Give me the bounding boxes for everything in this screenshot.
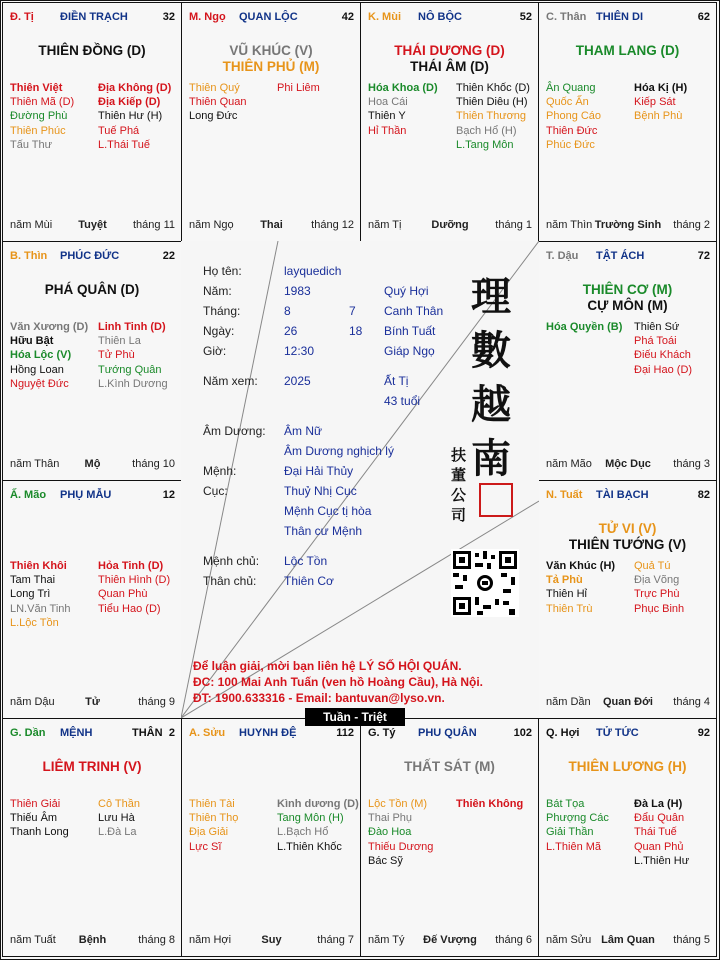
value-tuoi: 43 tuổi: [384, 394, 421, 408]
minor-star: Điếu Khách: [634, 349, 691, 362]
palace-name: THIÊN DI: [596, 11, 644, 23]
minor-star: Địa Võng: [634, 574, 680, 587]
label-menh: Mệnh:: [203, 464, 237, 478]
palace-branch: C. Thân: [546, 11, 587, 23]
minor-star: Thiếu Dương: [368, 840, 434, 853]
palace-name: TẬT ÁCH: [596, 250, 645, 262]
minor-star: Trực Phù: [634, 588, 680, 601]
minor-star: Địa Kiếp (D): [98, 96, 161, 109]
label-than-chu: Thân chủ:: [203, 574, 257, 588]
value-gio-can: Giáp Ngọ: [384, 344, 435, 358]
main-star: THẤT SÁT (M): [404, 759, 495, 774]
palace-header: [10, 250, 175, 264]
main-star: THIÊN PHỦ (M): [222, 59, 320, 74]
palace-name: TỬ TỨC: [596, 727, 639, 739]
palace-footer: [546, 458, 710, 472]
palace-header: [368, 11, 532, 25]
minor-star: Địa Giải: [189, 826, 229, 839]
minor-star: Đào Hoa: [368, 826, 412, 839]
label-cuc: Cục:: [203, 484, 228, 498]
minor-star: L.Tang Môn: [456, 138, 514, 151]
minor-star: L.Kình Dương: [98, 377, 168, 390]
main-star: THIÊN TƯỚNG (V): [568, 537, 687, 552]
minor-stars-left: [546, 797, 609, 854]
palace-stage: Tử: [85, 696, 100, 708]
minor-star: Tam Thai: [10, 574, 56, 587]
palace-year: năm Tuất: [10, 934, 56, 946]
minor-stars-left: [10, 797, 69, 840]
minor-stars-left: [10, 559, 71, 630]
minor-star: Văn Khúc (H): [546, 560, 616, 572]
minor-star: Lực Sĩ: [189, 840, 222, 853]
value-thang-can: Canh Thân: [384, 304, 444, 318]
minor-star: Thiên Thương: [456, 110, 527, 123]
side-char-1: 扶: [451, 446, 467, 464]
minor-star: Lưu Hà: [98, 812, 135, 825]
palace-branch: A. Sửu: [189, 727, 226, 739]
minor-star: Thiên Trù: [546, 602, 593, 615]
calligraphy-char-3: 越: [471, 381, 511, 428]
minor-stars-right: [98, 81, 171, 152]
minor-stars-left: [189, 797, 238, 854]
minor-star: Thiên Diêu (H): [456, 96, 528, 109]
minor-star: Tuế Phá: [98, 124, 140, 137]
palace-branch: Q. Hợi: [546, 727, 580, 739]
palace-age: 2: [168, 727, 175, 739]
palace-month: tháng 10: [132, 458, 175, 470]
palace-year: năm Tý: [368, 934, 405, 946]
minor-stars-right: [277, 81, 320, 95]
palace-than[interactable]: [538, 2, 717, 242]
minor-stars-left: [10, 81, 74, 152]
palace-suu[interactable]: [181, 718, 361, 957]
palace-stage: Lâm Quan: [601, 934, 655, 946]
minor-star: Quả Tú: [634, 560, 671, 572]
palace-mui[interactable]: [360, 2, 539, 242]
minor-star: Long Trì: [10, 588, 51, 601]
minor-star: Bạch Hổ (H): [456, 124, 517, 137]
minor-star: Hóa Kị (H): [634, 82, 688, 94]
palace-footer: [10, 458, 175, 472]
center-info-panel: [181, 241, 539, 718]
palace-dan[interactable]: [2, 718, 182, 957]
palace-name: NÔ BỘC: [418, 11, 462, 23]
value-than-chu: Thiên Cơ: [284, 574, 334, 588]
minor-star: LN.Văn Tinh: [10, 602, 71, 615]
palace-branch: Ấ. Mão: [10, 489, 47, 501]
palace-branch: G. Dần: [10, 727, 46, 739]
main-star: THÁI ÂM (D): [410, 59, 489, 74]
palace-stage: Bệnh: [78, 934, 107, 946]
minor-star: Bệnh Phù: [634, 110, 683, 123]
palace-ngo[interactable]: [181, 2, 361, 242]
calligraphy-char-4: 南: [471, 435, 511, 482]
value-nam-xem-can: Ất Tị: [384, 374, 409, 388]
palace-header: [546, 489, 710, 503]
palace-month: tháng 3: [673, 458, 710, 470]
palace-name: TÀI BẠCH: [596, 489, 649, 501]
palace-year: năm Ngọ: [189, 219, 234, 231]
palace-stage: Mộ: [84, 458, 101, 470]
minor-star: Tả Phù: [546, 574, 583, 587]
minor-star: Thiên Không: [456, 798, 524, 810]
palace-year: năm Tị: [368, 219, 402, 231]
value-cuc-note1: Mệnh Cục tị hòa: [284, 504, 372, 518]
palace-month: tháng 2: [673, 219, 710, 231]
minor-star: Cô Thần: [98, 798, 140, 810]
palace-header: [546, 250, 710, 264]
minor-star: Thiên Giải: [10, 798, 61, 810]
qr-code-icon: [451, 549, 519, 617]
minor-star: Quan Phủ: [634, 840, 684, 853]
palace-footer: [546, 934, 710, 948]
minor-star: Phong Cáo: [546, 110, 602, 123]
palace-stage: Quan Đới: [603, 696, 653, 708]
palace-age: 12: [162, 489, 175, 501]
calligraphy-char-2: 數: [471, 327, 511, 374]
minor-stars-right: [456, 81, 530, 152]
value-ngay: 26: [284, 324, 298, 338]
palace-footer: [546, 696, 710, 710]
side-char-2: 董: [451, 466, 467, 484]
minor-star: Hoa Cái: [368, 96, 408, 109]
palace-name: PHU QUÂN: [418, 727, 477, 739]
minor-stars-left: [368, 797, 433, 868]
palace-year: năm Dần: [546, 696, 591, 708]
minor-star: L.Thiên Mã: [546, 840, 602, 853]
minor-star: Tấu Thư: [10, 138, 53, 151]
minor-star: L.Thiên Khốc: [277, 840, 342, 853]
palace-month: tháng 5: [673, 934, 710, 946]
palace-month: tháng 7: [317, 934, 354, 946]
palace-stage: Đế Vượng: [423, 934, 477, 946]
palace-ti[interactable]: [2, 2, 182, 242]
minor-star: Thiên Y: [368, 110, 406, 123]
palace-tuat[interactable]: [538, 480, 717, 719]
minor-stars-right: [98, 320, 168, 391]
value-thang-am: 7: [349, 304, 356, 318]
minor-star: Thiên Sứ: [634, 321, 680, 333]
minor-star: Linh Tinh (D): [98, 321, 166, 333]
main-star: VŨ KHÚC (V): [229, 43, 313, 58]
red-seal-stamp: [479, 483, 513, 517]
minor-star: Tang Môn (H): [277, 812, 344, 825]
minor-star: Phúc Đức: [546, 138, 595, 151]
value-nam-can: Quý Hợi: [384, 284, 429, 298]
minor-stars-right: [456, 797, 523, 811]
palace-header: [189, 11, 354, 25]
minor-star: Hóa Lộc (V): [10, 349, 72, 362]
minor-star: Kình dương (D): [277, 798, 359, 810]
minor-star: Thiếu Âm: [10, 812, 58, 825]
palace-dau[interactable]: [538, 241, 717, 481]
palace-header: [546, 727, 710, 741]
minor-star: L.Lộc Tồn: [10, 616, 59, 629]
minor-star: L.Đà La: [98, 826, 137, 839]
palace-age: 42: [341, 11, 354, 23]
minor-star: Giải Thần: [546, 826, 594, 839]
minor-star: Thái Tuế: [634, 826, 677, 839]
minor-stars-right: [634, 797, 689, 868]
main-star: LIÊM TRINH (V): [42, 759, 142, 774]
side-char-4: 司: [451, 506, 467, 524]
palace-footer: [368, 934, 532, 948]
palace-branch: N. Tuất: [546, 489, 583, 501]
minor-star: Đại Hao (D): [634, 363, 693, 376]
minor-star: L.Bạch Hổ: [277, 826, 329, 839]
value-thang: 8: [284, 304, 291, 318]
palace-age: 22: [162, 250, 175, 262]
minor-star: Thiên Đức: [546, 124, 598, 137]
value-nam: 1983: [284, 284, 311, 298]
contact-line-2: ĐC: 100 Mai Anh Tuấn (ven hồ Hoàng Cầu), Hà Nội.: [193, 675, 484, 689]
label-ngay: Ngày:: [203, 324, 235, 338]
minor-star: Ân Quang: [546, 82, 596, 94]
main-star: THÁI DƯƠNG (D): [394, 43, 505, 58]
value-menh: Đại Hải Thủy: [284, 464, 354, 478]
palace-name: PHỤ MẪU: [60, 489, 112, 501]
palace-footer: [546, 219, 710, 233]
minor-stars-left: [546, 81, 601, 152]
minor-stars-left: [189, 81, 246, 124]
palace-name: MỆNH: [60, 727, 93, 739]
palace-year: năm Sửu: [546, 934, 592, 946]
palace-age: 82: [697, 489, 710, 501]
palace-stage: Trường Sinh: [594, 219, 662, 231]
palace-stage: Tuyệt: [78, 219, 107, 231]
minor-star: Thiên Tài: [189, 798, 235, 810]
minor-star: Phá Toái: [634, 335, 677, 348]
main-star: THAM LANG (D): [575, 43, 680, 58]
palace-name: PHÚC ĐỨC: [60, 250, 120, 262]
palace-month: tháng 6: [495, 934, 532, 946]
minor-star: Tướng Quân: [98, 363, 162, 376]
minor-star: Hữu Bật: [10, 335, 54, 348]
palace-stage: Dưỡng: [431, 219, 469, 231]
minor-star: Thiên Mã (D): [10, 96, 75, 109]
main-star: THIÊN CƠ (M): [582, 282, 673, 297]
minor-star: Thiên Khôi: [10, 560, 67, 572]
minor-star: Thiên Hình (D): [98, 574, 171, 587]
minor-stars-right: [634, 320, 692, 377]
side-char-3: 公: [451, 486, 467, 504]
label-menh-chu: Mệnh chủ:: [203, 554, 260, 568]
palace-branch: K. Mùi: [368, 11, 401, 23]
minor-star: Thiên Phúc: [10, 124, 66, 137]
palace-hoi[interactable]: [538, 718, 717, 957]
palace-year: năm Mùi: [10, 219, 53, 231]
palace-year: năm Dậu: [10, 696, 55, 708]
minor-star: Đường Phù: [10, 110, 68, 123]
minor-stars-right: [634, 81, 687, 124]
palace-footer: [368, 219, 532, 233]
minor-star: Bát Tọa: [546, 798, 585, 810]
palace-age: 92: [697, 727, 710, 739]
palace-age: 62: [697, 11, 710, 23]
palace-age: 72: [697, 250, 710, 262]
minor-star: Tiểu Hao (D): [98, 602, 161, 615]
main-star: TỬ VI (V): [598, 521, 657, 536]
palace-footer: [189, 934, 354, 948]
minor-stars-right: [277, 797, 359, 854]
palace-branch: Đ. Tị: [10, 11, 34, 23]
value-nam-xem: 2025: [284, 374, 311, 388]
minor-star: Lộc Tồn (M): [368, 798, 428, 810]
value-menh-chu: Lộc Tồn: [284, 554, 328, 568]
palace-header: [10, 11, 175, 25]
minor-star: Phượng Các: [546, 812, 609, 825]
minor-star: Đà La (H): [634, 798, 683, 810]
palace-branch: M. Ngọ: [189, 11, 226, 23]
minor-star: Phục Binh: [634, 602, 685, 615]
minor-stars-left: [546, 320, 622, 334]
minor-star: Thiên Khốc (D): [456, 82, 530, 94]
minor-star: Quốc Ấn: [546, 96, 589, 109]
minor-stars-left: [10, 320, 88, 391]
label-nam-xem: Năm xem:: [203, 374, 258, 388]
minor-star: Thiên Việt: [10, 82, 63, 94]
label-nam: Năm:: [203, 284, 232, 298]
calligraphy-char-1: 理: [471, 273, 511, 320]
minor-star: Hỏa Tinh (D): [98, 560, 164, 572]
palace-header: [546, 11, 710, 25]
palace-age: 102: [513, 727, 532, 739]
palace-month: tháng 1: [495, 219, 532, 231]
minor-star: Hóa Quyền (B): [546, 321, 623, 333]
palace-ty[interactable]: [360, 718, 539, 957]
palace-header: [189, 727, 354, 741]
minor-star: Long Đức: [189, 110, 238, 123]
minor-star: Hóa Khoa (D): [368, 82, 438, 94]
palace-name: QUAN LỘC: [239, 11, 298, 23]
palace-stage: Thai: [260, 219, 283, 231]
palace-month: tháng 12: [311, 219, 354, 231]
minor-star: Đẩu Quân: [634, 812, 685, 825]
minor-star: Thiên Thọ: [189, 812, 239, 825]
minor-star: Thiên Quý: [189, 82, 240, 94]
label-gio: Giờ:: [203, 344, 227, 358]
palace-header: [368, 727, 532, 741]
palace-name: ĐIỀN TRẠCH: [60, 11, 128, 23]
palace-month: tháng 8: [138, 934, 175, 946]
value-am-duong-note: Âm Dương nghịch lý: [284, 444, 394, 458]
minor-stars-right: [98, 559, 170, 616]
main-star: THIÊN ĐỒNG (D): [38, 43, 146, 58]
minor-star: Bác Sỹ: [368, 854, 403, 867]
palace-thin[interactable]: [2, 241, 182, 481]
value-gio: 12:30: [284, 344, 315, 358]
tuan-triet-badge: Tuần - Triệt: [305, 708, 405, 726]
contact-line-1: Để luận giải, mời bạn liên hệ LÝ SỐ HỘI QUÁN.: [193, 659, 462, 673]
minor-star: Hồng Loan: [10, 363, 64, 376]
palace-year: năm Thìn: [546, 219, 593, 231]
minor-stars-right: [98, 797, 140, 840]
qr-code[interactable]: [451, 549, 519, 617]
minor-stars-left: [546, 559, 615, 616]
palace-stage: Suy: [261, 934, 282, 946]
minor-star: Thiên La: [98, 335, 141, 348]
palace-footer: [10, 696, 175, 710]
minor-star: Thanh Long: [10, 826, 69, 839]
minor-star: Thai Phụ: [368, 812, 413, 825]
value-ho-ten: layquedich: [284, 264, 342, 278]
palace-year: năm Hợi: [189, 934, 232, 946]
minor-stars-left: [368, 81, 438, 138]
palace-age: 52: [519, 11, 532, 23]
value-am-duong: Âm Nữ: [284, 424, 323, 438]
palace-month: tháng 4: [673, 696, 710, 708]
minor-star: Thiên Hư (H): [98, 110, 163, 123]
value-cuc: Thuỷ Nhị Cục: [284, 484, 357, 498]
palace-name-than: THÂN: [132, 727, 163, 739]
palace-year: năm Mão: [546, 458, 592, 470]
palace-age: 112: [336, 727, 354, 739]
palace-footer: [10, 219, 175, 233]
palace-month: tháng 9: [138, 696, 175, 708]
minor-star: L.Thiên Hư: [634, 854, 690, 867]
minor-star: Thiên Quan: [189, 96, 247, 109]
minor-star: Nguyệt Đức: [10, 377, 69, 390]
minor-star: Phi Liêm: [277, 82, 320, 94]
palace-header: [10, 489, 175, 503]
palace-year: năm Thân: [10, 458, 60, 470]
palace-header: [10, 727, 175, 741]
palace-branch: B. Thìn: [10, 250, 48, 262]
palace-stage: Mộc Dục: [605, 458, 651, 470]
minor-star: Kiếp Sát: [634, 96, 676, 109]
label-ho-ten: Họ tên:: [203, 264, 242, 278]
palace-age: 32: [162, 11, 175, 23]
palace-branch: T. Dậu: [546, 250, 579, 262]
minor-star: Quan Phù: [98, 588, 148, 601]
palace-mao[interactable]: [2, 480, 182, 719]
minor-star: Hỉ Thần: [368, 124, 407, 137]
value-ngay-can: Bính Tuất: [384, 324, 436, 338]
minor-star: L.Thái Tuế: [98, 138, 150, 151]
main-star: THIÊN LƯƠNG (H): [568, 759, 687, 774]
palace-month: tháng 11: [132, 219, 175, 231]
contact-line-3[interactable]: ĐT: 1900.633316 - Email: bantuvan@lyso.vn.: [193, 691, 445, 705]
main-star: PHÁ QUÂN (D): [44, 282, 140, 297]
label-thang: Tháng:: [203, 304, 241, 318]
palace-branch: G. Tý: [368, 727, 396, 739]
palace-footer: [189, 219, 354, 233]
minor-star: Tử Phù: [98, 349, 135, 362]
value-ngay-am: 18: [349, 324, 363, 338]
minor-star: Thiên Hỉ: [546, 588, 587, 601]
minor-star: Địa Không (D): [98, 82, 172, 94]
label-am-duong: Âm Dương:: [203, 424, 266, 438]
main-star: CỰ MÔN (M): [587, 298, 668, 313]
palace-name: HUYNH ĐỆ: [239, 727, 297, 739]
value-cuc-note2: Thân cư Mệnh: [284, 524, 363, 538]
minor-star: Văn Xương (D): [10, 321, 89, 333]
palace-footer: [10, 934, 175, 948]
minor-stars-right: [634, 559, 684, 616]
